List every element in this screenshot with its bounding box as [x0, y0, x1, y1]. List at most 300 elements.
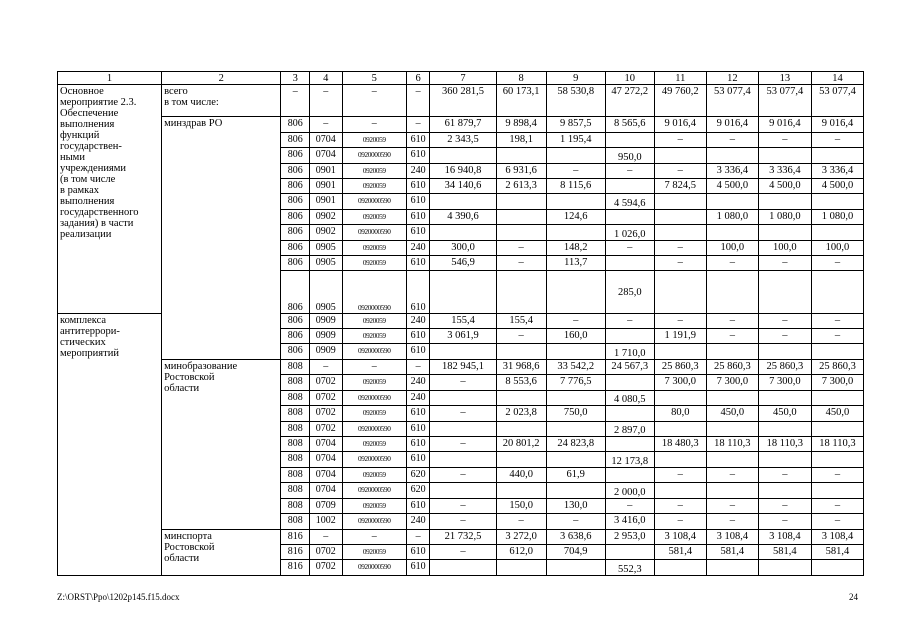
vr-code-cell: 240 — [406, 375, 429, 390]
value-cell: – — [654, 313, 706, 328]
value-cell — [496, 209, 546, 224]
value-cell — [758, 421, 811, 436]
csr-code-cell: – — [342, 117, 406, 132]
value-cell: 20 801,2 — [496, 436, 546, 451]
value-cell: 25 860,3 — [811, 359, 863, 374]
value-cell: – — [654, 240, 706, 255]
executor-total-line: всего — [164, 86, 188, 98]
value-cell — [758, 148, 811, 163]
value-cell: 7 776,5 — [546, 375, 605, 390]
value-cell — [605, 544, 654, 559]
value-cell — [654, 452, 706, 467]
value-cell: 8 553,6 — [496, 375, 546, 390]
measure-description-continued — [58, 313, 162, 575]
value-cell — [654, 483, 706, 498]
value-cell: 16 940,8 — [430, 163, 496, 178]
value-cell: 3 108,4 — [654, 529, 706, 544]
value-cell — [654, 225, 706, 240]
value-cell: 4 500,0 — [758, 178, 811, 193]
column-header: 12 — [706, 72, 758, 85]
value-cell: – — [430, 544, 496, 559]
rz-pr-code-cell: 0905 — [309, 271, 342, 313]
gr-code-cell: 808 — [281, 390, 310, 405]
value-cell — [811, 560, 863, 576]
value-cell — [811, 148, 863, 163]
value-cell — [654, 344, 706, 359]
vr-code-cell: – — [406, 529, 429, 544]
value-cell: 160,0 — [546, 329, 605, 344]
value-cell — [706, 390, 758, 405]
value-cell: – — [758, 467, 811, 482]
gr-code-cell: 806 — [281, 256, 310, 271]
value-cell — [706, 194, 758, 209]
vr-code-cell: 610 — [406, 421, 429, 436]
value-cell: – — [706, 256, 758, 271]
value-cell: 2 613,3 — [496, 178, 546, 193]
value-cell — [706, 421, 758, 436]
value-cell: 18 110,3 — [811, 436, 863, 451]
value-cell: 3 108,4 — [706, 529, 758, 544]
value-cell: – — [654, 256, 706, 271]
vr-code-cell: 620 — [406, 483, 429, 498]
table-row — [58, 85, 864, 117]
measure-description-line: в рамках — [60, 185, 99, 197]
value-cell — [430, 390, 496, 405]
rz-pr-code-cell: 0709 — [309, 498, 342, 513]
measure-description-line: задания) в части — [60, 218, 134, 230]
column-header-row — [58, 72, 864, 85]
vr-code-cell: 610 — [406, 209, 429, 224]
value-cell — [546, 344, 605, 359]
value-cell: 450,0 — [758, 406, 811, 421]
executor-minobr-line: области — [164, 382, 200, 394]
table-body — [58, 72, 864, 576]
value-cell: 53 077,4 — [758, 85, 811, 117]
measure-description-line: реализации — [60, 229, 112, 241]
value-cell — [605, 467, 654, 482]
value-cell: 3 108,4 — [811, 529, 863, 544]
value-cell — [605, 329, 654, 344]
value-cell — [430, 344, 496, 359]
value-cell: 4 500,0 — [706, 178, 758, 193]
value-cell — [496, 225, 546, 240]
value-cell: 3 061,9 — [430, 329, 496, 344]
csr-code-cell: 0920059 — [342, 209, 406, 224]
value-cell — [811, 421, 863, 436]
value-cell: 950,0 — [605, 148, 654, 163]
value-cell — [430, 452, 496, 467]
csr-code-cell: 0920059 — [342, 313, 406, 328]
gr-code-cell: 806 — [281, 271, 310, 313]
value-cell: 612,0 — [496, 544, 546, 559]
value-cell — [758, 560, 811, 576]
rz-pr-code-cell: 0909 — [309, 313, 342, 328]
value-cell: – — [811, 132, 863, 147]
value-cell — [706, 344, 758, 359]
value-cell: 546,9 — [430, 256, 496, 271]
vr-code-cell: – — [406, 85, 429, 117]
value-cell: – — [496, 256, 546, 271]
value-cell — [546, 194, 605, 209]
column-header: 11 — [654, 72, 706, 85]
executor-minobr — [162, 359, 281, 529]
page-number: 24 — [849, 592, 858, 602]
value-cell — [654, 421, 706, 436]
value-cell: 9 016,4 — [811, 117, 863, 132]
value-cell: – — [811, 498, 863, 513]
rz-pr-code-cell: 0702 — [309, 390, 342, 405]
value-cell — [496, 560, 546, 576]
gr-code-cell: 808 — [281, 406, 310, 421]
rz-pr-code-cell: 0909 — [309, 344, 342, 359]
value-cell: 150,0 — [496, 498, 546, 513]
value-cell: 155,4 — [496, 313, 546, 328]
value-cell — [811, 225, 863, 240]
value-cell: 25 860,3 — [758, 359, 811, 374]
csr-code-cell: 0920000590 — [342, 225, 406, 240]
value-cell — [605, 436, 654, 451]
column-header: 1 — [58, 72, 162, 85]
value-cell — [430, 560, 496, 576]
csr-code-cell: 0920000590 — [342, 560, 406, 576]
value-cell: 25 860,3 — [706, 359, 758, 374]
value-cell — [496, 271, 546, 313]
value-cell: 4 594,6 — [605, 194, 654, 209]
measure-description-line: Основное — [60, 86, 104, 98]
value-cell: – — [706, 329, 758, 344]
value-cell: – — [654, 467, 706, 482]
value-cell — [654, 148, 706, 163]
value-cell: 61 879,7 — [430, 117, 496, 132]
value-cell: – — [811, 467, 863, 482]
column-header: 8 — [496, 72, 546, 85]
measure-description-line: антитеррори- — [60, 325, 120, 337]
csr-code-cell: 0920000590 — [342, 194, 406, 209]
csr-code-cell: 0920059 — [342, 406, 406, 421]
value-cell: 100,0 — [758, 240, 811, 255]
value-cell — [546, 560, 605, 576]
value-cell — [605, 375, 654, 390]
gr-code-cell: 808 — [281, 483, 310, 498]
csr-code-cell: 0920000590 — [342, 390, 406, 405]
vr-code-cell: 610 — [406, 344, 429, 359]
value-cell — [706, 560, 758, 576]
rz-pr-code-cell: 0902 — [309, 209, 342, 224]
value-cell: 18 110,3 — [758, 436, 811, 451]
value-cell: 450,0 — [811, 406, 863, 421]
value-cell — [758, 452, 811, 467]
vr-code-cell: 610 — [406, 148, 429, 163]
csr-code-cell: 0920059 — [342, 467, 406, 482]
gr-code-cell: 808 — [281, 467, 310, 482]
value-cell: 7 300,0 — [654, 375, 706, 390]
measure-description-line: функций — [60, 130, 100, 142]
rz-pr-code-cell: 0909 — [309, 329, 342, 344]
gr-code-cell: 816 — [281, 544, 310, 559]
vr-code-cell: 610 — [406, 271, 429, 313]
value-cell — [758, 344, 811, 359]
value-cell: 7 300,0 — [706, 375, 758, 390]
vr-code-cell: 240 — [406, 240, 429, 255]
vr-code-cell: – — [406, 359, 429, 374]
gr-code-cell: 808 — [281, 452, 310, 467]
gr-code-cell: 808 — [281, 359, 310, 374]
rz-pr-code-cell: 0704 — [309, 132, 342, 147]
executor-total-line: в том числе: — [164, 97, 219, 109]
value-cell — [546, 225, 605, 240]
csr-code-cell: 0920059 — [342, 329, 406, 344]
value-cell: 300,0 — [430, 240, 496, 255]
value-cell: – — [546, 163, 605, 178]
value-cell: 182 945,1 — [430, 359, 496, 374]
gr-code-cell: 808 — [281, 375, 310, 390]
value-cell: 440,0 — [496, 467, 546, 482]
value-cell: 80,0 — [654, 406, 706, 421]
value-cell — [546, 148, 605, 163]
column-header: 2 — [162, 72, 281, 85]
vr-code-cell: 610 — [406, 544, 429, 559]
value-cell: 113,7 — [546, 256, 605, 271]
value-cell: – — [430, 514, 496, 529]
budget-table — [57, 71, 864, 576]
value-cell: – — [706, 498, 758, 513]
value-cell — [496, 344, 546, 359]
value-cell: 581,4 — [654, 544, 706, 559]
value-cell: – — [758, 313, 811, 328]
gr-code-cell: 806 — [281, 225, 310, 240]
value-cell: 2 023,8 — [496, 406, 546, 421]
value-cell — [496, 452, 546, 467]
value-cell — [758, 483, 811, 498]
value-cell: – — [430, 436, 496, 451]
executor-minobr-line: минобразование — [164, 360, 238, 372]
column-header: 7 — [430, 72, 496, 85]
gr-code-cell: 808 — [281, 436, 310, 451]
rz-pr-code-cell: 0704 — [309, 436, 342, 451]
value-cell: 3 336,4 — [811, 163, 863, 178]
value-cell: 2 897,0 — [605, 421, 654, 436]
vr-code-cell: – — [406, 117, 429, 132]
value-cell — [546, 483, 605, 498]
footer-file-path: Z:\ORST\Ppo\1202p145.f15.docx — [57, 592, 180, 602]
value-cell: – — [496, 514, 546, 529]
value-cell — [430, 271, 496, 313]
value-cell: – — [654, 132, 706, 147]
value-cell — [430, 421, 496, 436]
value-cell: 3 336,4 — [758, 163, 811, 178]
csr-code-cell: – — [342, 529, 406, 544]
rz-pr-code-cell: 0702 — [309, 560, 342, 576]
csr-code-cell: 0920000590 — [342, 421, 406, 436]
csr-code-cell: – — [342, 85, 406, 117]
value-cell: 1 710,0 — [605, 344, 654, 359]
measure-description-line: стических — [60, 336, 106, 348]
value-cell — [605, 132, 654, 147]
value-cell — [496, 421, 546, 436]
value-cell: 2 953,0 — [605, 529, 654, 544]
gr-code-cell: 806 — [281, 313, 310, 328]
value-cell — [654, 209, 706, 224]
rz-pr-code-cell: 0702 — [309, 544, 342, 559]
value-cell — [654, 560, 706, 576]
value-cell — [430, 148, 496, 163]
value-cell: – — [811, 313, 863, 328]
value-cell: – — [758, 256, 811, 271]
vr-code-cell: 610 — [406, 256, 429, 271]
gr-code-cell: 806 — [281, 178, 310, 193]
value-cell: 33 542,2 — [546, 359, 605, 374]
value-cell: – — [758, 132, 811, 147]
column-header: 13 — [758, 72, 811, 85]
value-cell: – — [811, 514, 863, 529]
vr-code-cell: 620 — [406, 467, 429, 482]
value-cell: 12 173,8 — [605, 452, 654, 467]
value-cell: 24 823,8 — [546, 436, 605, 451]
vr-code-cell: 610 — [406, 225, 429, 240]
value-cell: 581,4 — [811, 544, 863, 559]
value-cell: – — [430, 498, 496, 513]
gr-code-cell: 806 — [281, 163, 310, 178]
value-cell: – — [605, 498, 654, 513]
value-cell — [811, 483, 863, 498]
value-cell: 7 300,0 — [758, 375, 811, 390]
value-cell: – — [546, 313, 605, 328]
value-cell: – — [546, 514, 605, 529]
value-cell: – — [811, 256, 863, 271]
value-cell: – — [706, 467, 758, 482]
rz-pr-code-cell: – — [309, 117, 342, 132]
rz-pr-code-cell: 0704 — [309, 483, 342, 498]
value-cell: – — [430, 375, 496, 390]
table-row — [58, 359, 864, 374]
gr-code-cell: 808 — [281, 421, 310, 436]
value-cell: 61,9 — [546, 467, 605, 482]
value-cell — [811, 390, 863, 405]
csr-code-cell: 0920000590 — [342, 344, 406, 359]
value-cell: – — [430, 406, 496, 421]
value-cell: 124,6 — [546, 209, 605, 224]
gr-code-cell: 806 — [281, 240, 310, 255]
csr-code-cell: 0920000590 — [342, 271, 406, 313]
gr-code-cell: 816 — [281, 529, 310, 544]
value-cell: – — [496, 240, 546, 255]
column-header: 5 — [342, 72, 406, 85]
value-cell — [811, 344, 863, 359]
gr-code-cell: – — [281, 85, 310, 117]
value-cell — [605, 406, 654, 421]
value-cell — [811, 271, 863, 313]
value-cell — [758, 390, 811, 405]
gr-code-cell: 806 — [281, 329, 310, 344]
value-cell: 750,0 — [546, 406, 605, 421]
column-header: 4 — [309, 72, 342, 85]
value-cell: 58 530,8 — [546, 85, 605, 117]
value-cell — [546, 390, 605, 405]
value-cell: – — [811, 329, 863, 344]
csr-code-cell: 0920000590 — [342, 483, 406, 498]
value-cell: 3 272,0 — [496, 529, 546, 544]
vr-code-cell: 610 — [406, 178, 429, 193]
value-cell — [706, 225, 758, 240]
value-cell: 3 638,6 — [546, 529, 605, 544]
value-cell: – — [758, 329, 811, 344]
value-cell: – — [496, 329, 546, 344]
measure-description-line: Обеспечение — [60, 108, 119, 120]
value-cell: 285,0 — [605, 271, 654, 313]
csr-code-cell: 0920059 — [342, 132, 406, 147]
measure-description-line: государствен- — [60, 141, 122, 153]
value-cell: 148,2 — [546, 240, 605, 255]
value-cell — [496, 390, 546, 405]
vr-code-cell: 610 — [406, 560, 429, 576]
value-cell: 581,4 — [758, 544, 811, 559]
value-cell: – — [758, 498, 811, 513]
csr-code-cell: 0920059 — [342, 498, 406, 513]
value-cell: 1 080,0 — [811, 209, 863, 224]
rz-pr-code-cell: 0702 — [309, 406, 342, 421]
vr-code-cell: 610 — [406, 329, 429, 344]
csr-code-cell: – — [342, 359, 406, 374]
rz-pr-code-cell: 0704 — [309, 452, 342, 467]
rz-pr-code-cell: – — [309, 359, 342, 374]
executor-minsport-line: области — [164, 552, 200, 564]
vr-code-cell: 240 — [406, 313, 429, 328]
value-cell: 8 115,6 — [546, 178, 605, 193]
csr-code-cell: 0920059 — [342, 240, 406, 255]
value-cell: 6 931,6 — [496, 163, 546, 178]
executor-minsport-line: Ростовской — [164, 541, 215, 553]
rz-pr-code-cell: – — [309, 529, 342, 544]
value-cell — [758, 225, 811, 240]
rz-pr-code-cell: 0704 — [309, 148, 342, 163]
value-cell: – — [706, 313, 758, 328]
csr-code-cell: 0920059 — [342, 163, 406, 178]
rz-pr-code-cell: 1002 — [309, 514, 342, 529]
value-cell — [430, 483, 496, 498]
vr-code-cell: 610 — [406, 436, 429, 451]
value-cell: 3 416,0 — [605, 514, 654, 529]
vr-code-cell: 240 — [406, 163, 429, 178]
gr-code-cell: 806 — [281, 148, 310, 163]
gr-code-cell: 806 — [281, 344, 310, 359]
table-row — [58, 117, 864, 132]
value-cell — [496, 483, 546, 498]
value-cell: 4 390,6 — [430, 209, 496, 224]
value-cell: 31 968,6 — [496, 359, 546, 374]
value-cell — [546, 421, 605, 436]
csr-code-cell: 0920059 — [342, 178, 406, 193]
value-cell: 9 016,4 — [654, 117, 706, 132]
csr-code-cell: 0920000590 — [342, 148, 406, 163]
gr-code-cell: 806 — [281, 132, 310, 147]
value-cell: – — [654, 514, 706, 529]
column-header: 9 — [546, 72, 605, 85]
value-cell: 198,1 — [496, 132, 546, 147]
value-cell: 7 824,5 — [654, 178, 706, 193]
measure-description-line: учреждениями — [60, 163, 127, 175]
measure-description-line: (в том числе — [60, 174, 116, 186]
value-cell: 1 026,0 — [605, 225, 654, 240]
measure-description-line: мероприятие 2.3. — [60, 97, 137, 109]
rz-pr-code-cell: 0702 — [309, 375, 342, 390]
value-cell — [706, 148, 758, 163]
measure-description-line: мероприятий — [60, 347, 119, 359]
vr-code-cell: 610 — [406, 406, 429, 421]
value-cell: 4 080,5 — [605, 390, 654, 405]
vr-code-cell: 610 — [406, 132, 429, 147]
column-header: 3 — [281, 72, 310, 85]
value-cell: 4 500,0 — [811, 178, 863, 193]
